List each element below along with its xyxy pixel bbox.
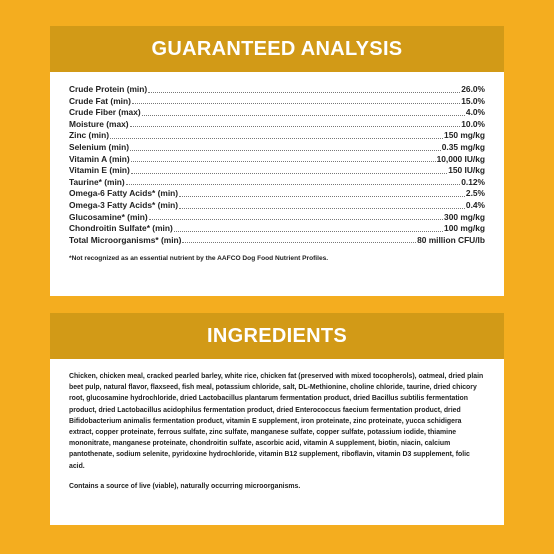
- analysis-value: 0.12%: [461, 176, 485, 187]
- analysis-label: Total Microorganisms* (min): [69, 234, 182, 245]
- dot-leader: [131, 172, 447, 174]
- analysis-row: [69, 107, 485, 119]
- analysis-label: Vitamin A (min): [69, 153, 130, 164]
- analysis-label: Taurine* (min): [69, 176, 125, 187]
- analysis-row: [69, 235, 485, 247]
- analysis-row: [69, 212, 485, 224]
- analysis-row: [69, 130, 485, 142]
- analysis-row: [69, 84, 485, 96]
- dot-leader: [148, 91, 460, 93]
- analysis-value: 80 million CFU/lb: [417, 234, 485, 245]
- dot-leader: [179, 195, 465, 197]
- analysis-value: 26.0%: [461, 84, 485, 94]
- dot-leader: [110, 137, 443, 139]
- analysis-value: 4.0%: [465, 107, 485, 118]
- ingredients-list: Chicken, chicken meal, cracked pearled barley, white rice, chicken fat (preserved with mixed tocopherols), oatmeal, dried plain beet pulp, natural flavor, flaxseed, fish meal, potassium chloride, salt, DL-Methionine, choline chloride, taurine, dried chicory root, glucosamine hydrochloride, dried Lactobacillus plantarum fermentation product, dried Bacillus subtilis fermentation product, dried Lactobacillus acidophilus fermentation product, dried Enterococcus faecium fermentation product, dried Bifidobacterium animalis fermentation product, vitamin E supplement, iron proteinate, zinc proteinate, yucca schidigera extract, copper proteinate, ferrous sulfate, zinc sulfate, manganese sulfate, copper sulfate, potassium iodide, thiamine mononitrate, manganese proteinate, chondroitin sulfate, ascorbic acid, vitamin A supplement, biotin, niacin, calcium pantothenate, sodium selenite, pyridoxine hydrochloride, vitamin B12 supplement, riboflavin, vitamin D3 supplement, folic acid.: [69, 373, 484, 470]
- dot-leader: [179, 207, 465, 209]
- dot-leader: [130, 149, 441, 151]
- analysis-row: [69, 188, 485, 200]
- analysis-value: 0.4%: [465, 199, 485, 210]
- analysis-label: Vitamin E (min): [69, 165, 130, 176]
- dot-leader: [131, 160, 436, 162]
- analysis-value: 150 mg/kg: [444, 130, 485, 141]
- analysis-row: [69, 119, 485, 131]
- analysis-row: [69, 223, 485, 235]
- analysis-label: Glucosamine* (min): [69, 211, 148, 222]
- dot-leader: [149, 218, 443, 220]
- guaranteed-analysis-panel: [50, 26, 504, 296]
- dot-leader: [142, 114, 465, 116]
- ingredients-note: Contains a source of live (viable), naturally occurring microorganisms.: [69, 482, 301, 490]
- dot-leader: [126, 183, 461, 185]
- analysis-value: 150 IU/kg: [448, 165, 485, 176]
- analysis-value: 10,000 IU/kg: [436, 153, 485, 164]
- analysis-label: Zinc (min): [69, 130, 110, 141]
- guaranteed-analysis-table: [50, 72, 504, 262]
- ingredients-panel: [50, 313, 504, 525]
- analysis-value: 0.35 mg/kg: [441, 141, 485, 152]
- guaranteed-analysis-footnote: *Not recognized as an essential nutrient by the AAFCO Dog Food Nutrient Profiles.: [69, 255, 329, 263]
- dot-leader: [130, 125, 461, 127]
- analysis-label: Crude Fat (min): [69, 95, 131, 106]
- analysis-label: Moisture (max): [69, 118, 129, 129]
- ingredients-title: INGREDIENTS: [50, 313, 504, 359]
- guaranteed-analysis-title: GUARANTEED ANALYSIS: [50, 26, 504, 72]
- analysis-value: 10.0%: [461, 118, 485, 129]
- analysis-row: [69, 165, 485, 177]
- analysis-row: [69, 200, 485, 212]
- analysis-row: [69, 154, 485, 166]
- analysis-value: 100 mg/kg: [444, 223, 485, 234]
- dot-leader: [132, 102, 460, 104]
- analysis-value: 300 mg/kg: [444, 211, 485, 222]
- analysis-label: Crude Fiber (max): [69, 107, 141, 118]
- analysis-label: Crude Protein (min): [69, 84, 148, 94]
- analysis-label: Selenium (min): [69, 141, 130, 152]
- dot-leader: [174, 230, 443, 232]
- analysis-label: Chondroitin Sulfate* (min): [69, 223, 173, 234]
- ingredients-body: [50, 359, 504, 492]
- analysis-row: [69, 142, 485, 154]
- analysis-value: 2.5%: [465, 188, 485, 199]
- analysis-label: Omega-6 Fatty Acids* (min): [69, 188, 179, 199]
- analysis-row: [69, 96, 485, 108]
- analysis-label: Omega-3 Fatty Acids* (min): [69, 199, 179, 210]
- dot-leader: [182, 241, 416, 243]
- analysis-row: [69, 177, 485, 189]
- analysis-value: 15.0%: [461, 95, 485, 106]
